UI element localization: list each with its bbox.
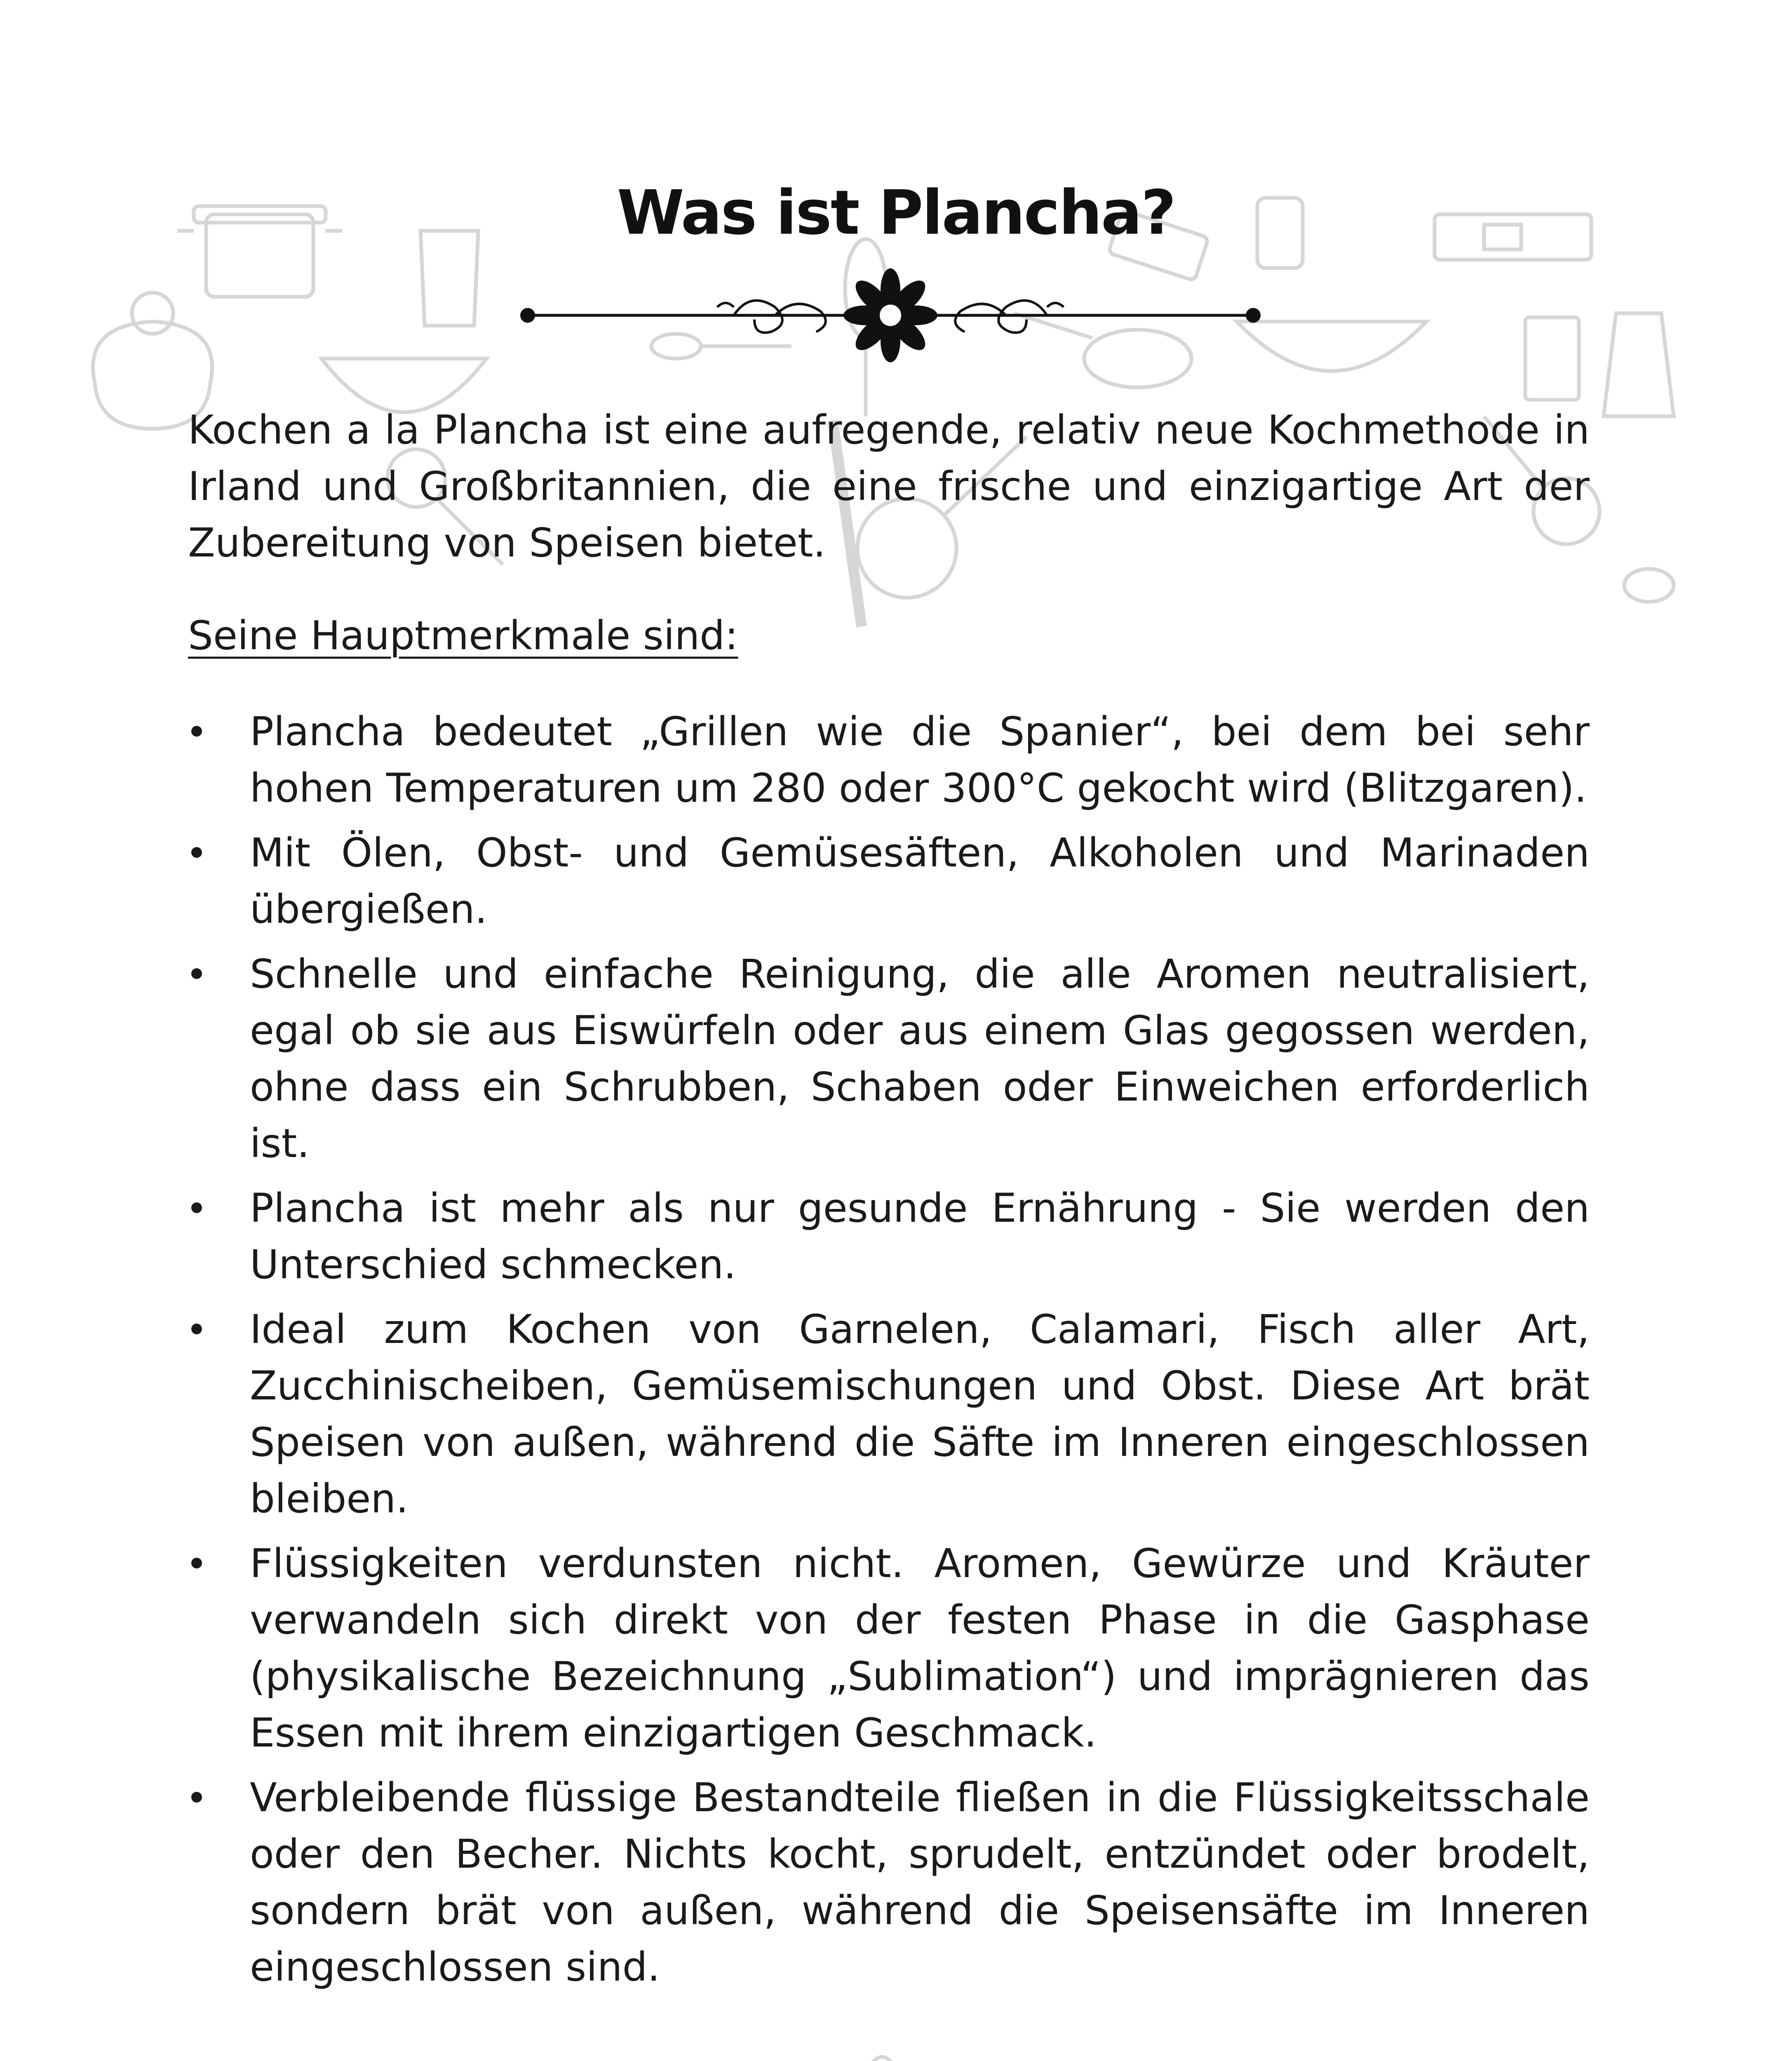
main-content	[188, 402, 1590, 2004]
bullet-icon	[191, 847, 202, 858]
features-list	[188, 704, 1590, 1995]
intro-paragraph: Kochen a la Plancha ist eine aufregende, relativ neue Kochmethode in Irland und Großbritannien, die eine frische und einzigartige Art der Zubereitung von Speisen bietet.	[188, 407, 1590, 566]
list-item	[188, 704, 1590, 817]
divider-end-dot-right	[1246, 308, 1261, 323]
list-item-text: Schnelle und einfache Reinigung, die alle Aromen neutralisiert, egal ob sie aus Eiswürfeln oder aus einem Glas gegossen werden, ohne dass ein Schrubben, Schaben oder Einweichen erforderlich ist.	[250, 951, 1590, 1167]
list-item-text: Verbleibende flüssige Bestandteile fließen in die Flüssigkeitsschale oder den Becher. Nichts kocht, sprudelt, entzündet oder brodelt, sondern brät von außen, während die Speisensäfte im Inneren eingeschlossen sind.	[250, 1775, 1590, 1990]
bullet-icon	[191, 1202, 202, 1213]
list-item-text: Plancha ist mehr als nur gesunde Ernährung - Sie werden den Unterschied schmecken.	[250, 1185, 1590, 1288]
list-item	[188, 1301, 1590, 1527]
list-item-text: Mit Ölen, Obst- und Gemüsesäften, Alkoholen und Marinaden übergießen.	[250, 830, 1590, 932]
list-item-text: Flüssigkeiten verdunsten nicht. Aromen, Gewürze und Kräuter verwandeln sich direkt von der festen Phase in die Gasphase (physikalische Bezeichnung „Sublimation“) und imprägnieren das Essen mit ihrem einzigartigen Geschmack.	[250, 1540, 1590, 1756]
calculator-icon	[1525, 317, 1579, 400]
bullet-icon	[191, 1558, 202, 1568]
list-item-text: Ideal zum Kochen von Garnelen, Calamari, Fisch aller Art, Zucchinischeiben, Gemüsemischungen und Obst. Diese Art brät Speisen von außen, während die Säfte im Inneren eingeschlossen bleiben.	[250, 1306, 1590, 1522]
list-item	[188, 946, 1590, 1172]
divider-end-dot-left	[520, 308, 535, 323]
features-heading: Seine Hauptmerkmale sind:	[188, 613, 738, 659]
flower-ornament-icon	[843, 268, 937, 362]
list-item	[188, 1770, 1590, 1995]
list-item	[188, 1535, 1590, 1761]
bullet-icon	[191, 726, 202, 737]
bullet-icon	[191, 968, 202, 979]
list-item	[188, 1180, 1590, 1293]
whisk-icon	[862, 2057, 903, 2061]
list-item	[188, 825, 1590, 938]
grater-icon	[1604, 313, 1674, 416]
page-title: Was ist Plancha?	[617, 177, 1175, 248]
title-divider-ornament	[511, 268, 1270, 363]
bullet-icon	[191, 1324, 202, 1334]
bullet-icon	[191, 1792, 202, 1803]
list-item-text: Plancha bedeutet „Grillen wie die Spanier“, bei dem bei sehr hohen Temperaturen um 280 oder 300°C gekocht wird (Blitzgaren).	[250, 709, 1590, 811]
